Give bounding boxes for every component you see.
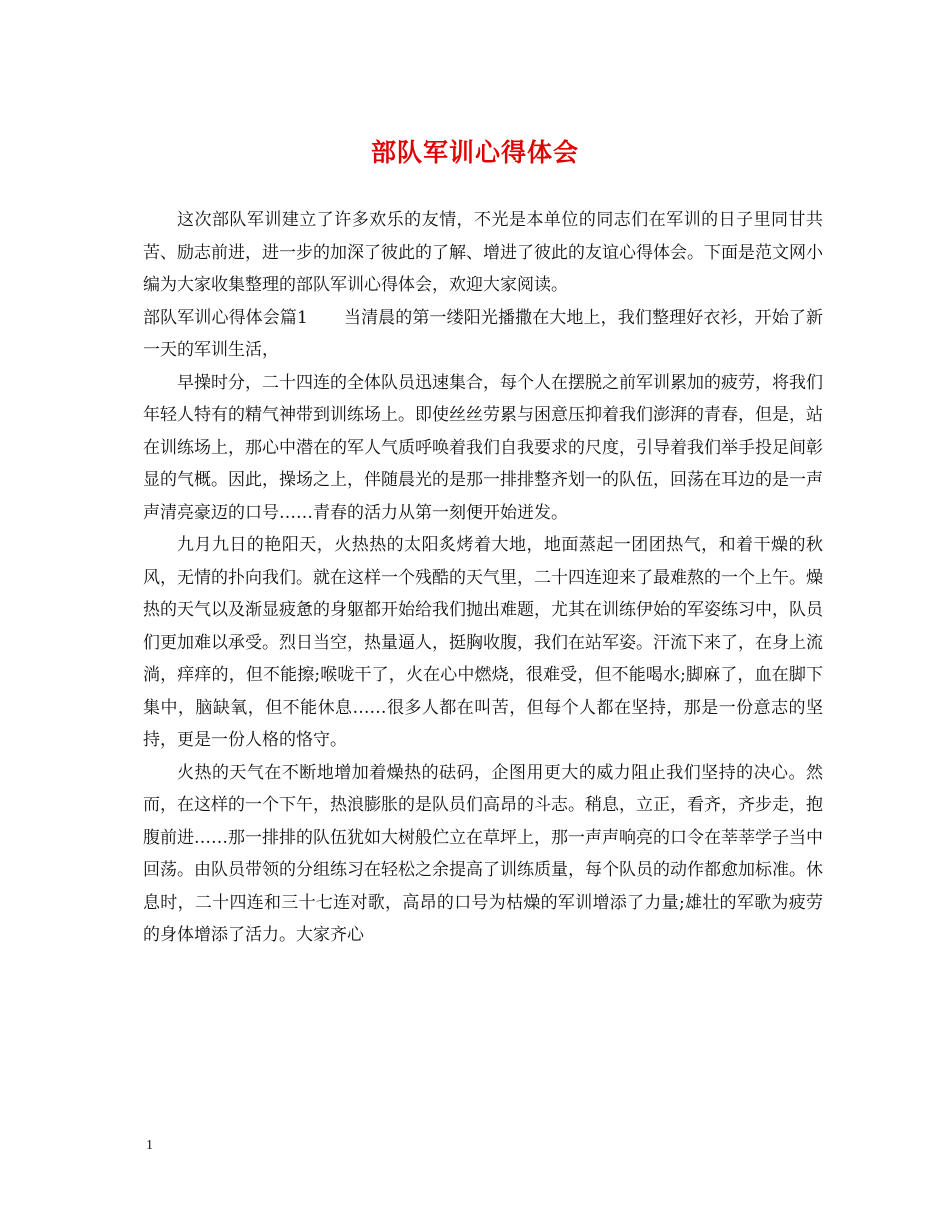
page-number: 1 bbox=[146, 1138, 153, 1153]
section-label: 部队军训心得体会篇1 bbox=[143, 307, 308, 328]
document-body bbox=[143, 204, 823, 952]
document-title: 部队军训心得体会 bbox=[370, 138, 579, 167]
body-paragraph: 九月九日的艳阳天，火热热的太阳炙烤着大地，地面蒸起一团团热气，和着干燥的秋风，无情的扑向我们。就在这样一个残酷的天气里，二十四连迎来了最难熬的一个上午。燥热的天气以及渐显疲惫的身躯都开始给我们抛出难题，尤其在训练伊始的军姿练习中，队员们更加难以承受。烈日当空，热量逼人，挺胸收腹，我们在站军姿。汗流下来了，在身上流淌，痒痒的，但不能擦;喉咙干了，火在心中燃烧，很难受，但不能喝水;脚麻了，血在脚下集中，脑缺氧，但不能休息……很多人都在叫苦，但每个人都在坚持，那是一份意志的坚持，更是一份人格的恪守。 bbox=[143, 535, 823, 750]
body-paragraph: 早操时分，二十四连的全体队员迅速集合，每个人在摆脱之前军训累加的疲劳，将我们年轻人特有的精气神带到训练场上。即使丝丝劳累与困意压抑着我们澎湃的青春，但是，站在训练场上，那心中潜在的军人气质呼唤着我们自我要求的尺度，引导着我们举手投足间彰显的气概。因此，操场之上，伴随晨光的是那一排排整齐划一的队伍，回荡在耳边的是一声声清亮豪迈的口号……青春的活力从第一刻便开始迸发。 bbox=[143, 372, 823, 523]
intro-paragraph: 这次部队军训建立了许多欢乐的友情，不光是本单位的同志们在军训的日子里同甘共苦、励志前进，进一步的加深了彼此的了解、增进了彼此的友谊心得体会。下面是范文网小编为大家收集整理的部队军训心得体会，欢迎大家阅读。 bbox=[143, 210, 823, 295]
section-start-paragraph bbox=[143, 302, 823, 367]
body-paragraph: 火热的天气在不断地增加着燥热的砝码，企图用更大的威力阻止我们坚持的决心。然而，在这样的一个下午，热浪膨胀的是队员们高昂的斗志。稍息，立正，看齐，齐步走，抱腹前进……那一排排的队伍犹如大树般伫立在草坪上，那一声声响亮的口令在莘莘学子当中回荡。由队员带领的分组练习在轻松之余提高了训练质量，每个队员的动作都愈加标准。休息时，二十四连和三十七连对歌，高昂的口号为枯燥的军训增添了力量;雄壮的军歌为疲劳的身体增添了活力。大家齐心 bbox=[143, 762, 823, 945]
section-opening-text: 当清晨的第一缕阳光播撒在大地上，我们整理好衣衫，开始了新一天的军训生活， bbox=[143, 307, 823, 360]
